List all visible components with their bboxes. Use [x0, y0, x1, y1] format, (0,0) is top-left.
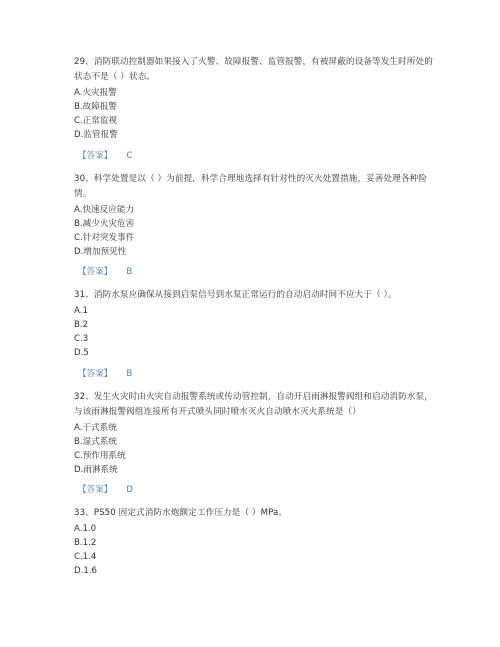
option-c: C.正常监视 [74, 116, 118, 126]
answer-29 [78, 150, 132, 162]
answer-value: B [126, 267, 133, 277]
option-a: A.快速反应能力 [74, 205, 135, 215]
option-c: C.3 [74, 334, 89, 344]
question-31 [74, 288, 434, 360]
option-d: D.5 [74, 348, 89, 358]
answer-32 [78, 484, 133, 496]
option-b: B.减少火灾危害 [74, 219, 135, 229]
option-c: C.预作用系统 [74, 451, 126, 461]
answer-value: D [126, 485, 134, 495]
answer-value: C [126, 151, 133, 161]
question-30 [74, 172, 434, 259]
option-d: D.监管报警 [74, 130, 118, 140]
option-b: B.故障报警 [74, 102, 118, 112]
question-text: 29、消防联动控制器如果接入了火警、故障报警、监管报警，有被屏蔽的设备等发生时所处的状态不是（ ）状态。 [74, 57, 433, 82]
option-a: A.干式系统 [74, 423, 117, 433]
answer-31 [78, 368, 132, 380]
answer-label: 【答案】 [78, 267, 113, 277]
option-d: D.1.6 [74, 566, 98, 576]
option-d: D.增加预见性 [74, 247, 127, 257]
question-29 [74, 55, 434, 142]
answer-label: 【答案】 [78, 485, 113, 495]
option-d: D.雨淋系统 [74, 465, 118, 475]
option-a: A.火灾报警 [74, 88, 117, 98]
option-a: A.1 [74, 306, 88, 316]
question-text: 32、发生火灾时由火灾自动报警系统或传动管控制，自动开启雨淋报警阀组和启动消防水泵，与该雨淋报警阀组连接所有开式喷头同时喷水灭火自动喷水灭火系统是（） [74, 392, 433, 417]
question-text: 30、科学处置是以（ ）为前提，科学合理地选择有针对性的灭火处置措施，妥善处理各种险情。 [74, 174, 428, 199]
option-b: B.1.2 [74, 538, 97, 548]
question-32 [74, 390, 434, 477]
option-c: C.针对突发事件 [74, 233, 135, 243]
answer-value: B [126, 369, 133, 379]
answer-label: 【答案】 [78, 151, 113, 161]
option-a: A.1.0 [74, 524, 97, 534]
answer-label: 【答案】 [78, 369, 113, 379]
question-text: 31、消防水泵应确保从接到启泵信号到水泵正常运行的自动启动时间不应大于（ ）。 [74, 290, 397, 300]
question-33 [74, 506, 434, 578]
option-b: B.2 [74, 320, 89, 330]
question-text: 33、PS50 固定式消防水炮额定工作压力是（ ）MPa。 [74, 508, 288, 518]
answer-30 [78, 266, 132, 278]
option-b: B.湿式系统 [74, 437, 118, 447]
option-c: C.1.4 [74, 552, 97, 562]
